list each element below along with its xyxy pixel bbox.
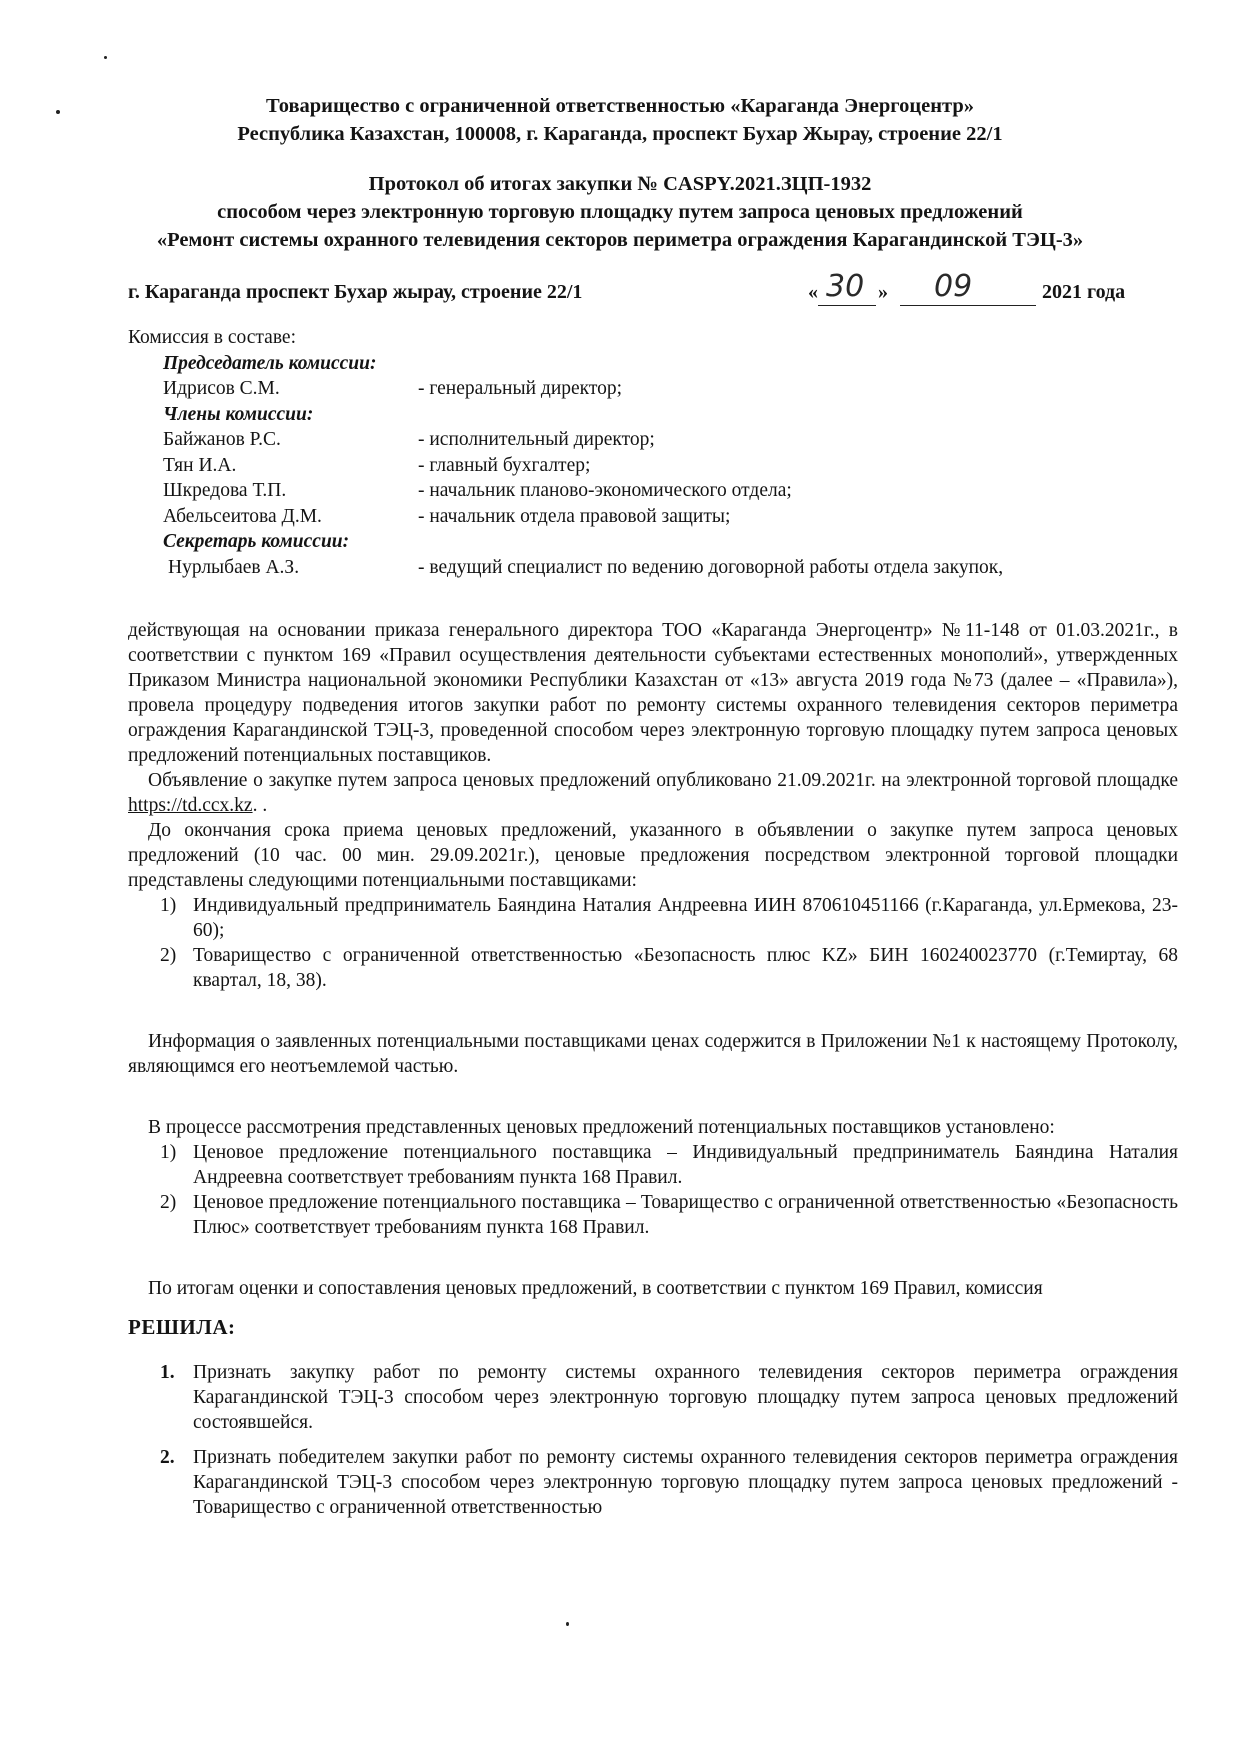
paragraph-review: В процессе рассмотрения представленных ценовых предложений потенциальных поставщиков установлено: xyxy=(148,1117,1055,1138)
member-name: Идрисов С.М. xyxy=(163,378,280,399)
place-text: г. Караганда проспект Бухар жырау, строение 22/1 xyxy=(128,281,583,303)
announcement-tail: . . xyxy=(252,795,268,816)
supplier-list xyxy=(128,893,1178,993)
date-open-quote: « xyxy=(808,281,818,303)
commission-row xyxy=(128,453,1138,479)
list-item xyxy=(128,893,1178,943)
list-number: 1) xyxy=(160,1142,177,1163)
handwritten-day: 30 xyxy=(826,269,865,304)
platform-link[interactable]: https://td.ccx.kz xyxy=(128,795,253,816)
findings-list xyxy=(128,1140,1178,1240)
list-item xyxy=(128,1445,1178,1520)
list-number: 2) xyxy=(160,1192,177,1213)
chair-label: Председатель комиссии: xyxy=(163,352,377,374)
list-item xyxy=(128,943,1178,993)
list-text: Товарищество с ограниченной ответственностью «Безопасность плюс KZ» БИН 160240023770 (г.Темиртау, 68 квартал, 18, 38). xyxy=(193,945,1178,991)
company-name: Товарищество с ограниченной ответственностью «Караганда Энергоцентр» xyxy=(265,95,975,117)
date-close-quote: » xyxy=(878,281,888,303)
member-name: Абельсеитова Д.М. xyxy=(163,505,322,527)
protocol-date xyxy=(808,269,1138,309)
paragraph-basis: действующая на основании приказа генерального директора ТОО «Караганда Энергоцентр» №11-148 от 01.03.2021г., в соответствии с пунктом 169 «Правил осуществления деятельности субъектами естественных монополий», утвержденных Приказом Министра национальной экономики Республики Казахстан от «13» августа 2019 года №73 (далее – «Правила»), провела процедуру подведения итогов закупки работ по ремонту системы охранного телевидения секторов периметра ограждения Карагандинской ТЭЦ-3, проведенной способом через электронную торговую площадку путем запроса ценовых предложений потенциальных поставщиков. xyxy=(128,620,1178,766)
member-role: - исполнительный директор; xyxy=(418,429,655,450)
procurement-subject: «Ремонт системы охранного телевидения секторов периметра ограждения Карагандинской ТЭЦ-3» xyxy=(156,229,1084,251)
member-name: Шкредова Т.П. xyxy=(163,480,287,501)
member-role: - ведущий специалист по ведению договорной работы отдела закупок, xyxy=(418,556,1004,578)
protocol-subtitle: способом через электронную торговую площадку путем запроса ценовых предложений xyxy=(217,201,1023,223)
paragraph-submissions: До окончания срока приема ценовых предложений, указанного в объявлении о закупке путем запроса ценовых предложений (10 час. 00 мин. 29.09.2021г.), ценовые предложения посредством электронной торговой площадки представлены следующими потенциальными поставщиками: xyxy=(128,820,1178,891)
date-year: 2021 года xyxy=(1042,281,1126,303)
commission-row xyxy=(128,555,1138,581)
protocol-title: Протокол об итогах закупки № CASPY.2021.ЗЦП-1932 xyxy=(368,173,872,195)
commission-row xyxy=(128,376,1138,402)
list-text: Индивидуальный предприниматель Баяндина Наталия Андреевна ИИН 870610451166 (г.Караганда, ул.Ермекова, 23-60); xyxy=(193,895,1178,941)
list-item xyxy=(128,1360,1178,1435)
list-text: Признать закупку работ по ремонту системы охранного телевидения секторов периметра ограждения Карагандинской ТЭЦ-3 способом через электронную торговую площадку путем запроса ценовых предложений состоявшейся. xyxy=(193,1362,1178,1433)
list-number: 2) xyxy=(160,945,177,966)
member-role: - генеральный директор; xyxy=(418,378,623,399)
protocol-body xyxy=(128,618,1178,1520)
commission-row xyxy=(128,504,1138,530)
commission-row xyxy=(128,478,1138,504)
commission-composition xyxy=(128,325,1138,580)
members-label: Члены комиссии: xyxy=(163,403,314,425)
scan-speck xyxy=(566,1622,569,1626)
company-header xyxy=(60,92,1180,148)
place-date-line xyxy=(128,269,1138,309)
list-text: Признать победителем закупки работ по ремонту системы охранного телевидения секторов периметра ограждения Карагандинской ТЭЦ-3 способом через электронную торговую площадку путем запроса ценовых предложений - Товарищество с ограниченной ответственностью xyxy=(193,1447,1178,1518)
member-name: Байжанов Р.С. xyxy=(163,429,281,450)
list-item xyxy=(128,1190,1178,1240)
paragraph-evaluation: По итогам оценки и сопоставления ценовых предложений, в соответствии с пунктом 169 Правил, комиссия xyxy=(148,1278,1043,1299)
list-text: Ценовое предложение потенциального поставщика – Товарищество с ограниченной ответственностью «Безопасность Плюс» соответствует требованиям пункта 168 Правил. xyxy=(193,1192,1178,1238)
month-underline xyxy=(900,305,1036,306)
commission-intro: Комиссия в составе: xyxy=(128,327,296,348)
day-underline xyxy=(818,305,876,306)
member-role: - главный бухгалтер; xyxy=(418,454,591,476)
announcement-text: Объявление о закупке путем запроса ценовых предложений опубликовано 21.09.2021г. на электронной торговой площадке xyxy=(148,770,1178,791)
list-number: 1. xyxy=(160,1362,175,1383)
scan-speck xyxy=(104,56,107,59)
commission-row xyxy=(128,427,1138,453)
list-item xyxy=(128,1140,1178,1190)
decision-heading: РЕШИЛА: xyxy=(128,1315,236,1339)
list-text: Ценовое предложение потенциального поставщика – Индивидуальный предприниматель Баяндина Наталия Андреевна соответствует требованиям пункта 168 Правил. xyxy=(193,1142,1178,1188)
secretary-label: Секретарь комиссии: xyxy=(163,531,350,552)
decision-list xyxy=(128,1360,1178,1520)
member-name: Нурлыбаев А.З. xyxy=(168,556,300,578)
list-number: 2. xyxy=(160,1447,175,1468)
protocol-title-block xyxy=(60,170,1180,254)
list-number: 1) xyxy=(160,895,177,916)
member-role: - начальник отдела правовой защиты; xyxy=(418,505,731,527)
paragraph-announcement xyxy=(128,768,1178,818)
handwritten-month: 09 xyxy=(934,269,973,304)
member-role: - начальник планово-экономического отдела; xyxy=(418,480,792,501)
member-name: Тян И.А. xyxy=(163,454,237,476)
paragraph-prices-info: Информация о заявленных потенциальными поставщиками ценах содержится в Приложении №1 к настоящему Протоколу, являющимся его неотъемлемой частью. xyxy=(128,1031,1178,1077)
company-address: Республика Казахстан, 100008, г. Караганда, проспект Бухар Жырау, строение 22/1 xyxy=(237,123,1003,145)
